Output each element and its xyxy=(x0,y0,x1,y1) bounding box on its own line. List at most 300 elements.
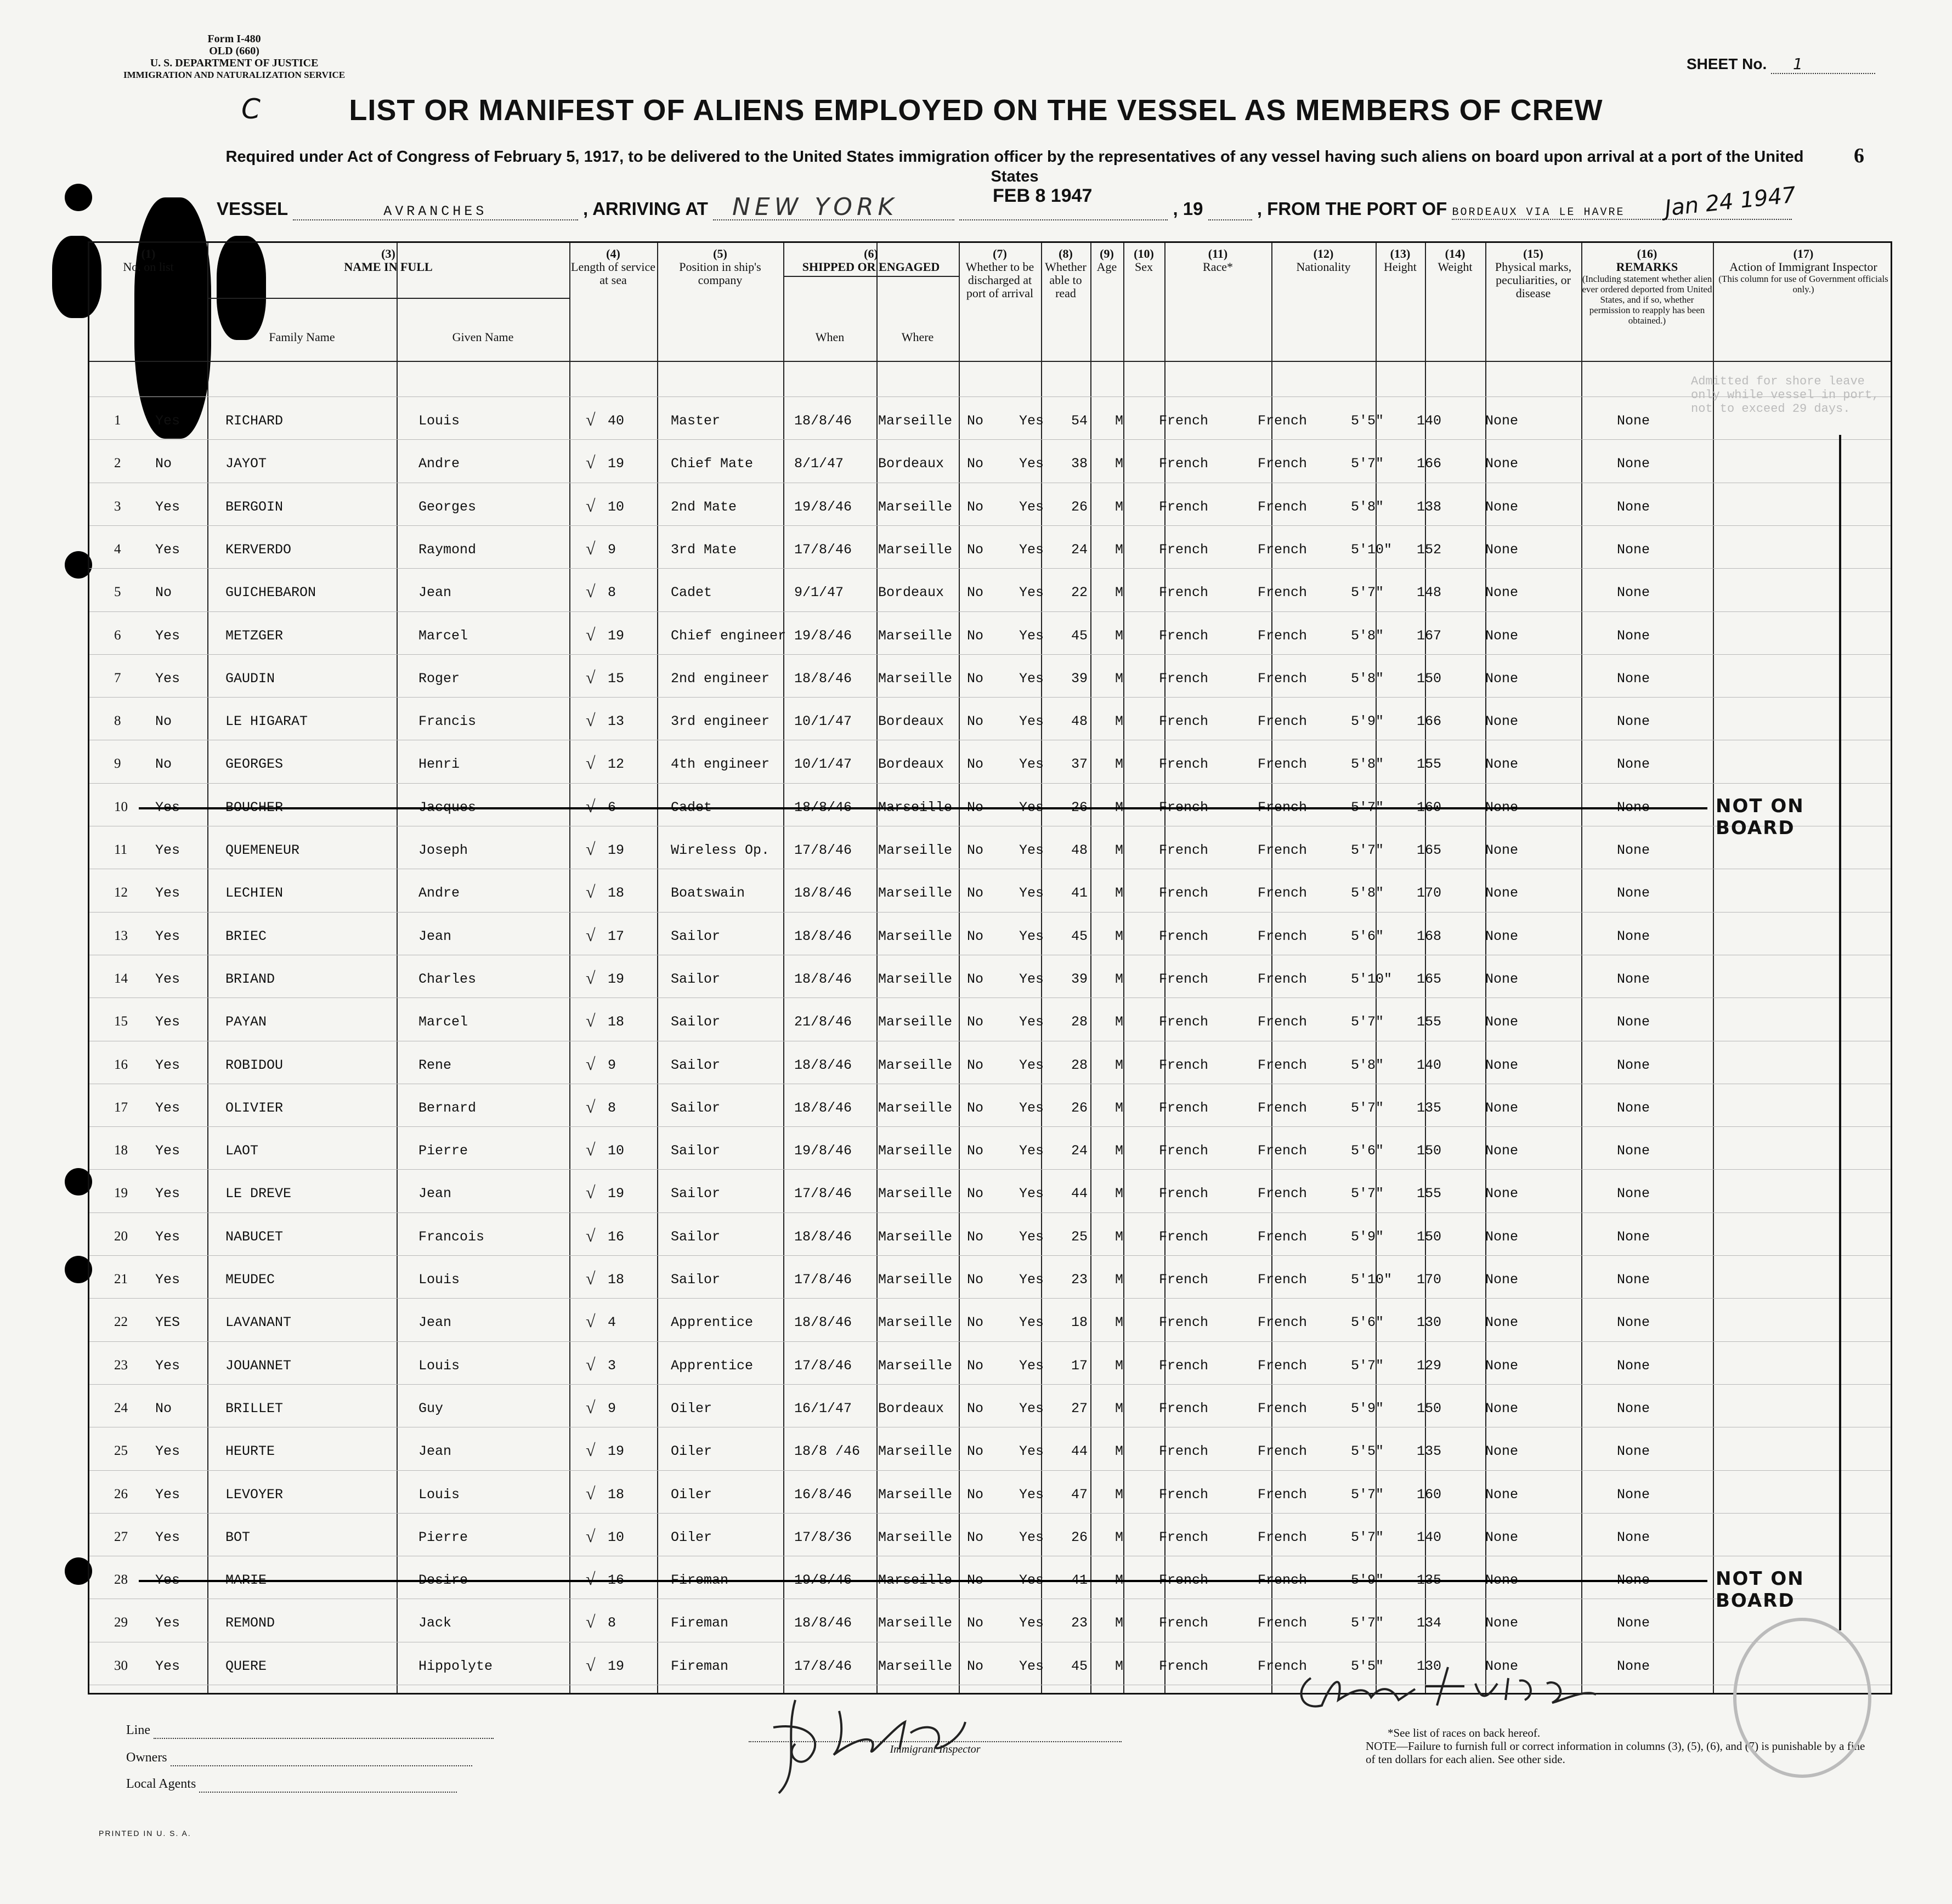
crew-marks: None xyxy=(1485,1186,1519,1202)
crew-family: OLIVIER xyxy=(225,1100,284,1116)
crew-service: 18 xyxy=(608,1272,625,1288)
crew-service: 19 xyxy=(608,971,625,987)
crew-age: 28 xyxy=(1071,1014,1088,1030)
crew-yn: Yes xyxy=(155,885,180,902)
crew-discharged: No xyxy=(967,1443,984,1460)
crew-read: Yes xyxy=(1019,498,1044,515)
inspector-label: Immigrant Inspector xyxy=(749,1741,1122,1756)
crew-race: French xyxy=(1159,971,1209,987)
crew-when: 18/8/46 xyxy=(794,928,852,944)
crew-yn: Yes xyxy=(155,1272,180,1288)
header-text: Physical marks, peculiarities, or disease xyxy=(1495,260,1572,300)
crew-discharged: No xyxy=(967,1314,984,1331)
crew-given: Roger xyxy=(418,670,460,687)
crew-n: 2 xyxy=(114,456,121,471)
crew-sex: M xyxy=(1115,413,1124,429)
crew-height: 5'7" xyxy=(1351,1486,1384,1503)
crew-weight: 168 xyxy=(1417,928,1442,944)
crew-nationality: French xyxy=(1258,928,1308,944)
crew-n: 5 xyxy=(114,585,121,600)
crew-marks: None xyxy=(1485,1400,1519,1416)
crew-marks: None xyxy=(1485,1486,1519,1503)
crew-read: Yes xyxy=(1019,1443,1044,1460)
crew-family: LECHIEN xyxy=(225,885,284,902)
crew-given: Pierre xyxy=(418,1143,468,1159)
header-text: Weight xyxy=(1438,260,1473,274)
crew-when: 18/8/46 xyxy=(794,971,852,987)
crew-position: Wireless Op. xyxy=(671,842,770,858)
crew-weight: 155 xyxy=(1417,1014,1442,1030)
crew-family: LEVOYER xyxy=(225,1486,284,1503)
crew-position: Sailor xyxy=(671,1014,721,1030)
check-mark-icon: √ xyxy=(586,624,596,644)
crew-given: Andre xyxy=(418,456,460,472)
crew-service: 19 xyxy=(608,1443,625,1460)
crew-race: French xyxy=(1159,756,1209,773)
crew-when: 16/1/47 xyxy=(794,1400,852,1416)
crew-position: 4th engineer xyxy=(671,756,770,773)
crew-nationality: French xyxy=(1258,799,1308,815)
crew-nationality: French xyxy=(1258,1572,1308,1589)
crew-family: BOT xyxy=(225,1529,251,1545)
crew-position: Cadet xyxy=(671,799,712,815)
crew-nationality: French xyxy=(1258,971,1308,987)
check-mark-icon: √ xyxy=(586,967,596,988)
crew-where: Marseille xyxy=(878,1014,953,1030)
crew-when: 17/8/46 xyxy=(794,1357,852,1374)
crew-age: 24 xyxy=(1071,1143,1088,1159)
crew-service: 18 xyxy=(608,885,625,902)
header-number: (12) xyxy=(1313,247,1334,260)
crew-discharged: No xyxy=(967,799,984,815)
crew-marks: None xyxy=(1485,1228,1519,1245)
crew-read: Yes xyxy=(1019,842,1044,858)
crew-read: Yes xyxy=(1019,713,1044,730)
crew-yn: Yes xyxy=(155,1143,180,1159)
crew-remarks: None xyxy=(1617,928,1650,944)
crew-remarks: None xyxy=(1617,456,1650,472)
crew-remarks: None xyxy=(1617,670,1650,687)
crew-discharged: No xyxy=(967,885,984,902)
crew-marks: None xyxy=(1485,1615,1519,1631)
crew-weight: 130 xyxy=(1417,1658,1442,1674)
crew-given: Charles xyxy=(418,971,477,987)
crew-race: French xyxy=(1159,1057,1209,1073)
header-c11 xyxy=(1164,247,1271,274)
crew-age: 23 xyxy=(1071,1615,1088,1631)
crew-yn: Yes xyxy=(155,1014,180,1030)
crew-race: French xyxy=(1159,842,1209,858)
sheet-label: SHEET No. xyxy=(1686,55,1767,72)
crew-sex: M xyxy=(1115,1186,1124,1202)
crew-when: 18/8/46 xyxy=(794,670,852,687)
crew-nationality: French xyxy=(1258,1228,1308,1245)
crew-marks: None xyxy=(1485,670,1519,687)
crew-remarks: None xyxy=(1617,585,1650,601)
crew-service: 13 xyxy=(608,713,625,730)
crew-given: Louis xyxy=(418,413,460,429)
crew-family: MEUDEC xyxy=(225,1272,275,1288)
crew-discharged: No xyxy=(967,1486,984,1503)
crew-n: 20 xyxy=(114,1228,128,1244)
crew-remarks: None xyxy=(1617,1400,1650,1416)
crew-read: Yes xyxy=(1019,1615,1044,1631)
crew-where: Marseille xyxy=(878,627,953,644)
crew-marks: None xyxy=(1485,1572,1519,1589)
crew-when: 10/1/47 xyxy=(794,756,852,773)
crew-race: French xyxy=(1159,498,1209,515)
crew-service: 19 xyxy=(608,842,625,858)
crew-family: GAUDIN xyxy=(225,670,275,687)
crew-nationality: French xyxy=(1258,1272,1308,1288)
crew-family: BOUCHER xyxy=(225,799,284,815)
remarks-top-note: Admitted for shore leave only while vessel in port, not to exceed 29 days. xyxy=(1691,375,1880,416)
crew-sex: M xyxy=(1115,1443,1124,1460)
crew-read: Yes xyxy=(1019,1486,1044,1503)
crew-height: 5'8" xyxy=(1351,498,1384,515)
owners-fill xyxy=(171,1750,472,1766)
crew-position: 2nd engineer xyxy=(671,670,770,687)
column-divider xyxy=(1713,243,1714,1693)
corner-number: 6 xyxy=(1854,144,1864,167)
form-service: IMMIGRATION AND NATURALIZATION SERVICE xyxy=(123,70,346,80)
crew-height: 5'9" xyxy=(1351,713,1384,730)
crew-read: Yes xyxy=(1019,1143,1044,1159)
crew-age: 26 xyxy=(1071,1100,1088,1116)
crew-given: Louis xyxy=(418,1272,460,1288)
crew-discharged: No xyxy=(967,1357,984,1374)
crew-age: 23 xyxy=(1071,1272,1088,1288)
from-value: BORDEAUX VIA LE HAVRE xyxy=(1452,206,1792,220)
crew-yn: Yes xyxy=(155,842,180,858)
crew-family: LAVANANT xyxy=(225,1314,292,1331)
printed-in: PRINTED IN U. S. A. xyxy=(99,1829,191,1838)
crew-marks: None xyxy=(1485,713,1519,730)
not-on-board-note: NOT ON BOARD xyxy=(1716,795,1804,839)
crew-sex: M xyxy=(1115,1014,1124,1030)
crew-height: 5'8" xyxy=(1351,1057,1384,1073)
crew-table xyxy=(88,241,1892,1695)
crew-given: Marcel xyxy=(418,627,468,644)
crew-position: Apprentice xyxy=(671,1314,754,1331)
crew-where: Marseille xyxy=(878,1143,953,1159)
crew-marks: None xyxy=(1485,928,1519,944)
crew-weight: 155 xyxy=(1417,1186,1442,1202)
crew-when: 19/8/46 xyxy=(794,627,852,644)
crew-where: Marseille xyxy=(878,498,953,515)
crew-sex: M xyxy=(1115,1357,1124,1374)
vessel-value: AVRANCHES xyxy=(293,203,578,220)
check-mark-icon: √ xyxy=(586,1140,596,1160)
check-mark-icon: √ xyxy=(586,925,596,945)
crew-nationality: French xyxy=(1258,713,1308,730)
crew-age: 26 xyxy=(1071,1529,1088,1545)
header-number: (16) xyxy=(1637,247,1657,260)
crew-given: Jacques xyxy=(418,799,477,815)
crew-remarks: None xyxy=(1617,1529,1650,1545)
crew-when: 17/8/46 xyxy=(794,842,852,858)
crew-position: Apprentice xyxy=(671,1357,754,1374)
row-rule xyxy=(89,912,1891,913)
vessel-label: VESSEL xyxy=(217,199,288,219)
header-text: Whether to be discharged at port of arrival xyxy=(965,260,1034,300)
check-mark-icon: √ xyxy=(586,1612,596,1632)
crew-given: Pierre xyxy=(418,1529,468,1545)
crew-position: Sailor xyxy=(671,1186,721,1202)
crew-family: BRIAND xyxy=(225,971,275,987)
crew-n: 27 xyxy=(114,1529,128,1544)
crew-remarks: None xyxy=(1617,1014,1650,1030)
crew-age: 45 xyxy=(1071,1658,1088,1674)
crew-marks: None xyxy=(1485,1529,1519,1545)
crew-service: 19 xyxy=(608,627,625,644)
header-divider xyxy=(89,361,1891,362)
header-number: (14) xyxy=(1445,247,1466,260)
crew-race: French xyxy=(1159,1572,1209,1589)
crew-service: 19 xyxy=(608,1186,625,1202)
crew-yn: No xyxy=(155,756,172,773)
crew-discharged: No xyxy=(967,1014,984,1030)
crew-read: Yes xyxy=(1019,1228,1044,1245)
crew-age: 17 xyxy=(1071,1357,1088,1374)
crew-given: Guy xyxy=(418,1400,444,1416)
crew-nationality: French xyxy=(1258,1057,1308,1073)
crew-read: Yes xyxy=(1019,670,1044,687)
crew-position: Oiler xyxy=(671,1400,712,1416)
row-rule xyxy=(89,697,1891,698)
crew-when: 10/1/47 xyxy=(794,713,852,730)
crew-race: French xyxy=(1159,585,1209,601)
check-mark-icon: √ xyxy=(586,1397,596,1417)
agents-label: Local Agents xyxy=(126,1777,196,1791)
row-rule xyxy=(89,783,1891,784)
crew-where: Marseille xyxy=(878,1357,953,1374)
row-rule xyxy=(89,1341,1891,1342)
crew-marks: None xyxy=(1485,456,1519,472)
crew-remarks: None xyxy=(1617,1357,1650,1374)
crew-sex: M xyxy=(1115,456,1124,472)
crew-age: 24 xyxy=(1071,541,1088,558)
crew-marks: None xyxy=(1485,842,1519,858)
header-text: NAME IN FULL xyxy=(344,260,433,274)
crew-where: Marseille xyxy=(878,670,953,687)
crew-read: Yes xyxy=(1019,1314,1044,1331)
crew-position: 3rd engineer xyxy=(671,713,770,730)
crew-sex: M xyxy=(1115,1100,1124,1116)
crew-service: 4 xyxy=(608,1314,616,1331)
crew-yn: YES xyxy=(155,1314,180,1331)
crew-position: Fireman xyxy=(671,1615,729,1631)
column-divider xyxy=(657,243,658,1693)
crew-yn: Yes xyxy=(155,1615,180,1631)
crew-position: Sailor xyxy=(671,928,721,944)
crew-sex: M xyxy=(1115,1057,1124,1073)
crew-weight: 135 xyxy=(1417,1100,1442,1116)
crew-height: 5'8" xyxy=(1351,627,1384,644)
not-on-board-note: NOT ON BOARD xyxy=(1716,1568,1804,1612)
crew-remarks: None xyxy=(1617,1486,1650,1503)
crew-family: MARIE xyxy=(225,1572,267,1589)
footer-owners xyxy=(126,1750,472,1766)
row-rule xyxy=(89,1169,1891,1170)
crew-nationality: French xyxy=(1258,585,1308,601)
crew-height: 5'9" xyxy=(1351,1400,1384,1416)
crew-n: 29 xyxy=(114,1615,128,1630)
crew-race: French xyxy=(1159,1615,1209,1631)
crew-age: 18 xyxy=(1071,1314,1088,1331)
crew-remarks: None xyxy=(1617,1572,1650,1589)
crew-age: 25 xyxy=(1071,1228,1088,1245)
crew-position: 2nd Mate xyxy=(671,498,737,515)
crew-nationality: French xyxy=(1258,1658,1308,1674)
crew-discharged: No xyxy=(967,541,984,558)
crew-weight: 170 xyxy=(1417,1272,1442,1288)
header-c14 xyxy=(1425,247,1485,274)
header-number: (5) xyxy=(713,247,727,260)
check-mark-icon: √ xyxy=(586,581,596,602)
crew-height: 5'7" xyxy=(1351,1529,1384,1545)
crew-read: Yes xyxy=(1019,885,1044,902)
crew-service: 15 xyxy=(608,670,625,687)
crew-weight: 140 xyxy=(1417,1057,1442,1073)
year-fill xyxy=(1208,203,1252,220)
header-number: (9) xyxy=(1100,247,1114,260)
crew-nationality: French xyxy=(1258,1357,1308,1374)
crew-yn: No xyxy=(155,1400,172,1416)
crew-remarks: None xyxy=(1617,1615,1650,1631)
crew-n: 19 xyxy=(114,1186,128,1201)
crew-yn: Yes xyxy=(155,1658,180,1674)
crew-read: Yes xyxy=(1019,627,1044,644)
crew-read: Yes xyxy=(1019,456,1044,472)
crew-service: 16 xyxy=(608,1572,625,1589)
crew-when: 18/8 /46 xyxy=(794,1443,861,1460)
crew-yn: Yes xyxy=(155,928,180,944)
crew-given: Andre xyxy=(418,885,460,902)
crew-discharged: No xyxy=(967,1186,984,1202)
crew-position: Sailor xyxy=(671,971,721,987)
crew-height: 5'10" xyxy=(1351,1272,1393,1288)
crew-race: French xyxy=(1159,627,1209,644)
crew-weight: 129 xyxy=(1417,1357,1442,1374)
crew-race: French xyxy=(1159,1486,1209,1503)
row-rule xyxy=(89,1513,1891,1514)
crew-n: 6 xyxy=(114,627,121,643)
crew-when: 17/8/36 xyxy=(794,1529,852,1545)
from-label: , FROM THE PORT OF xyxy=(1257,199,1447,219)
crew-position: Chief Mate xyxy=(671,456,754,472)
crew-position: Sailor xyxy=(671,1272,721,1288)
header-text: Position in ship's company xyxy=(679,260,761,287)
crew-discharged: No xyxy=(967,456,984,472)
crew-yn: Yes xyxy=(155,1529,180,1545)
crew-n: 9 xyxy=(114,756,121,772)
crew-where: Bordeaux xyxy=(878,713,944,730)
header-text: No. on list xyxy=(123,260,174,274)
header-text: Length of service at sea xyxy=(571,260,655,287)
crew-yn: Yes xyxy=(155,498,180,515)
crew-age: 26 xyxy=(1071,799,1088,815)
row-rule xyxy=(89,396,1891,397)
crew-remarks: None xyxy=(1617,413,1650,429)
crew-n: 21 xyxy=(114,1272,128,1287)
crew-age: 39 xyxy=(1071,670,1088,687)
crew-read: Yes xyxy=(1019,1014,1044,1030)
crew-sex: M xyxy=(1115,498,1124,515)
crew-discharged: No xyxy=(967,1228,984,1245)
crew-when: 18/8/46 xyxy=(794,1314,852,1331)
crew-family: REMOND xyxy=(225,1615,275,1631)
crew-weight: 152 xyxy=(1417,541,1442,558)
crew-service: 10 xyxy=(608,498,625,515)
crew-weight: 148 xyxy=(1417,585,1442,601)
header-text: Nationality xyxy=(1296,260,1351,274)
crew-n: 16 xyxy=(114,1057,128,1072)
header-number: (13) xyxy=(1390,247,1411,260)
crew-yn: No xyxy=(155,585,172,601)
crew-remarks: None xyxy=(1617,1186,1650,1202)
crew-read: Yes xyxy=(1019,971,1044,987)
crew-service: 3 xyxy=(608,1357,616,1374)
crew-sex: M xyxy=(1115,885,1124,902)
header-subtext: (Including statement whether alien ever ordered deported from United States, and if so, whether permission to reapply has been obtained.) xyxy=(1582,274,1712,326)
crew-sex: M xyxy=(1115,713,1124,730)
crew-n: 18 xyxy=(114,1143,128,1158)
crew-when: 16/8/46 xyxy=(794,1486,852,1503)
header-c3 xyxy=(207,247,569,274)
crew-given: Jean xyxy=(418,1186,452,1202)
crew-age: 44 xyxy=(1071,1443,1088,1460)
header-c1 xyxy=(89,247,207,274)
crew-remarks: None xyxy=(1617,1100,1650,1116)
crew-n: 17 xyxy=(114,1100,128,1115)
crew-weight: 166 xyxy=(1417,713,1442,730)
crew-when: 18/8/46 xyxy=(794,885,852,902)
crew-position: Cadet xyxy=(671,585,712,601)
header-c9 xyxy=(1090,247,1123,274)
row-rule xyxy=(89,1212,1891,1213)
row-rule xyxy=(89,611,1891,612)
crew-height: 5'6" xyxy=(1351,928,1384,944)
crew-height: 5'10" xyxy=(1351,541,1393,558)
owners-label: Owners xyxy=(126,1750,167,1765)
crew-race: French xyxy=(1159,1272,1209,1288)
crew-height: 5'10" xyxy=(1351,971,1393,987)
crew-when: 19/8/46 xyxy=(794,1572,852,1589)
header-c5 xyxy=(657,247,783,287)
crew-height: 5'9" xyxy=(1351,1572,1384,1589)
crew-race: French xyxy=(1159,456,1209,472)
crew-n: 30 xyxy=(114,1658,128,1673)
crew-race: French xyxy=(1159,1314,1209,1331)
crew-yn: Yes xyxy=(155,670,180,687)
crew-position: Chief engineer xyxy=(671,627,787,644)
column-divider xyxy=(876,243,878,1693)
crew-marks: None xyxy=(1485,627,1519,644)
crew-marks: None xyxy=(1485,585,1519,601)
crew-discharged: No xyxy=(967,1615,984,1631)
crew-race: French xyxy=(1159,1400,1209,1416)
crew-when: 17/8/46 xyxy=(794,1186,852,1202)
crew-where: Marseille xyxy=(878,1443,953,1460)
crew-yn: Yes xyxy=(155,627,180,644)
subheader-divider xyxy=(207,298,569,299)
crew-yn: Yes xyxy=(155,1486,180,1503)
crew-weight: 150 xyxy=(1417,1143,1442,1159)
crew-remarks: None xyxy=(1617,1143,1650,1159)
margin-c: C xyxy=(241,93,261,125)
crew-remarks: None xyxy=(1617,799,1650,815)
